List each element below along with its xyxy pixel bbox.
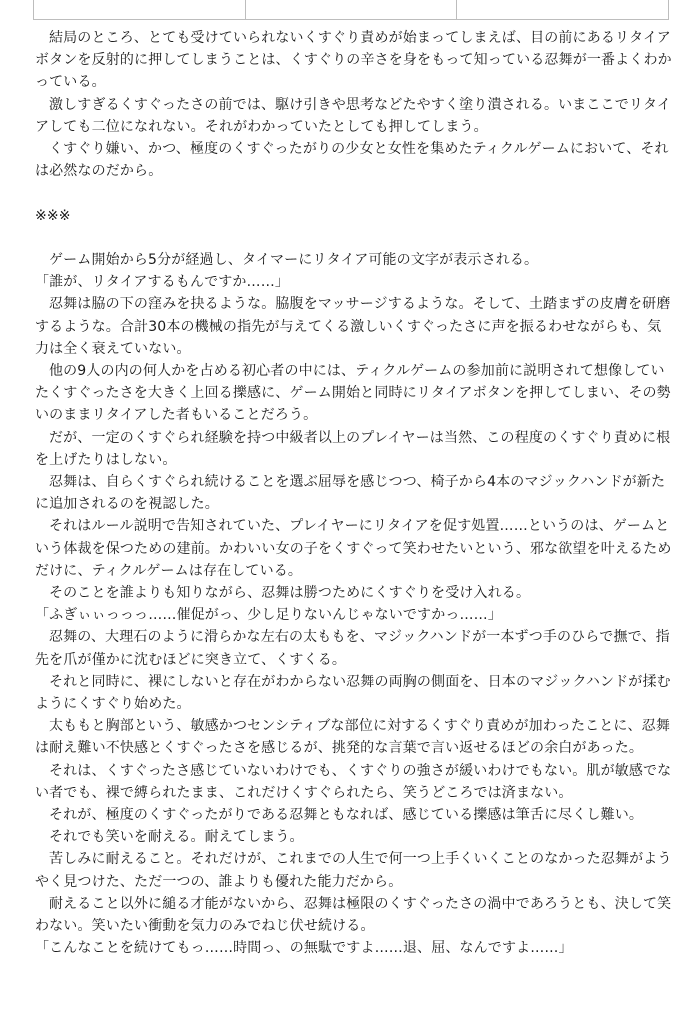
- table-row: [34, 0, 669, 20]
- section-break: ※※※: [35, 207, 71, 224]
- paragraph: それは、くすぐったさ感じていないわけでも、くすぐりの強さが緩いわけでもない。肌が敏感でない者でも、裸で縛られたまま、これだけくすぐられたら、笑うどころでは済まない。: [35, 762, 672, 801]
- blank-line: [35, 182, 675, 204]
- paragraph: それと同時に、裸にしないと存在がわからない忍舞の両胸の側面を、日本のマジックハンドが揉むようにくすぐり始めた。: [35, 673, 671, 713]
- paragraph: 苦しみに耐えること。それだけが、これまでの人生で何一つ上手くいくことのなかった忍舞がようやく見つけた、ただ一つの、誰よりも優れた能力だから。: [35, 851, 672, 890]
- paragraph: 忍舞の、大理石のように滑らかな左右の太ももを、マジックハンドが一本ずつ手のひらで撫で、指先を爪が僅かに沈むほどに突き立て、くすくる。: [35, 629, 670, 668]
- paragraph: だが、一定のくすぐられ経験を持つ中級者以上のプレイヤーは当然、この程度のくすぐり責めに根を上げたりはしない。: [35, 429, 671, 468]
- table-cell: [34, 0, 246, 20]
- table-cell: [245, 0, 457, 20]
- paragraph: くすぐり嫌い、かつ、極度のくすぐったがりの少女と女性を集めたティクルゲームにおいて、それは必然なのだから。: [35, 141, 669, 180]
- paragraph: 激しすぎるくすぐったさの前では、駆け引きや思考などたやすく塗り潰される。いまここでリタイアしても二位になれない。それがわかっていたとしても押してしまう。: [35, 96, 672, 135]
- paragraph: 「ふぎぃぃっっっ……催促がっ、少し足りないんじゃないですかっ……」: [35, 607, 502, 624]
- paragraph: 忍舞は、自らくすぐられ続けることを選ぶ屈辱を感じつつ、椅子から4本のマジックハンドが新たに追加されるのを視認した。: [35, 474, 666, 513]
- blank-line: [35, 227, 675, 249]
- document-body: [35, 27, 675, 960]
- top-table-fragment: [33, 0, 669, 20]
- table-cell: [457, 0, 669, 20]
- paragraph: 「誰が、リタイアするもんですか……」: [35, 274, 289, 291]
- paragraph: ゲーム開始から5分が経過し、タイマーにリタイア可能の文字が表示される。: [49, 252, 539, 268]
- paragraph: それが、極度のくすぐったがりである忍舞ともなれば、感じている擽感は筆舌に尽くし難い。: [49, 807, 644, 824]
- paragraph: それはルール説明で告知されていた、プレイヤーにリタイアを促す処置……というのは、ゲームという体裁を保つための建前。かわいい女の子をくすぐって笑わせたいという、邪な欲望を叶えるためだけに、ティクルゲームは存在している。: [35, 518, 672, 579]
- paragraph: 忍舞は脇の下の窪みを抉るような。脇腹をマッサージするような。そして、土踏まずの皮膚を研磨するような。合計30本の機械の指先が与えてくる激しいくすぐったさに声を振るわせながらも、気力は全く衰えていない。: [35, 296, 671, 357]
- paragraph: そのことを誰よりも知りながら、忍舞は勝つためにくすぐりを受け入れる。: [49, 585, 531, 602]
- paragraph: それでも笑いを耐える。耐えてしまう。: [49, 829, 304, 846]
- paragraph: 他の9人の内の何人かを占める初心者の中には、ティクルゲームの参加前に説明されて想像していたくすぐったさを大きく上回る擽感に、ゲーム開始と同時にリタイアボタンを押してしまい、その勢いのままリタイアした者もいることだろう。: [35, 363, 671, 424]
- paragraph: 結局のところ、とても受けていられないくすぐり責めが始まってしまえば、目の前にあるリタイアボタンを反射的に押してしまうことは、くすぐりの辛さを身をもって知っている忍舞が一番よくわかっている。: [35, 30, 672, 91]
- paragraph: 「こんなことを続けてもっ……時間っ、の無駄ですよ……退、屈、なんですよ……」: [35, 940, 573, 957]
- paragraph: 耐えること以外に縋る才能がないから、忍舞は極限のくすぐったさの渦中であろうとも、決して笑わない。笑いたい衝動を気力のみでねじ伏せ続ける。: [35, 895, 672, 935]
- paragraph: 太ももと胸部という、敏感かつセンシティブな部位に対するくすぐり責めが加わったことに、忍舞は耐え難い不快感とくすぐったさを感じるが、挑発的な言葉で言い返せるほどの余白があった。: [35, 718, 670, 757]
